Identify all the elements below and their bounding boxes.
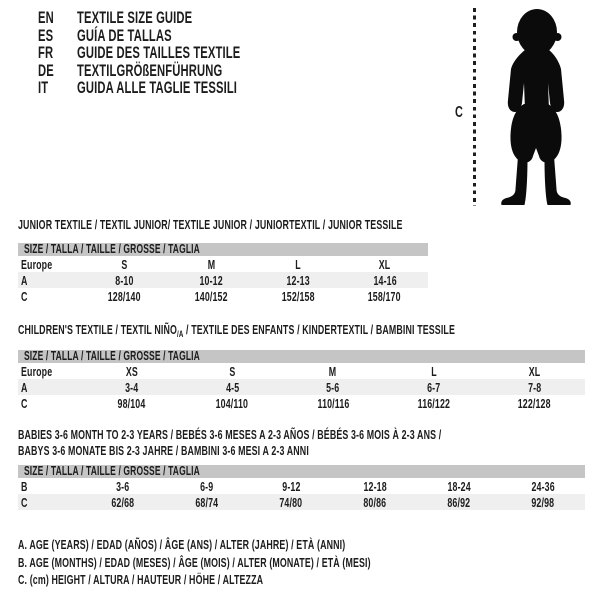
language-title: GUÍA DE TALLAS — [77, 26, 172, 45]
size-value-cell: XS — [125, 363, 138, 379]
row-label: C — [21, 494, 28, 510]
row-label: C — [21, 288, 28, 304]
row-label: Europe — [21, 363, 53, 379]
section-junior-textile — [18, 217, 428, 304]
size-value-cell: 62/68 — [111, 494, 135, 510]
size-value-cell: XL — [378, 256, 391, 272]
size-value-cell: 92/98 — [531, 494, 555, 510]
size-value-cell: 104/110 — [215, 395, 249, 411]
table-row — [18, 478, 585, 494]
size-value-cell: 14-16 — [372, 272, 397, 288]
language-row — [38, 63, 317, 81]
table-row — [18, 272, 428, 288]
size-value-cell: 5-6 — [326, 379, 340, 395]
size-value-cell: 12-18 — [363, 478, 387, 494]
size-table-children — [18, 363, 585, 411]
size-value-cell: 74/80 — [279, 494, 303, 510]
size-value-cell: 140/152 — [194, 288, 228, 304]
size-value-cell: 80/86 — [363, 494, 387, 510]
size-value-cell: 6-7 — [427, 379, 441, 395]
section-children-textile — [18, 322, 585, 411]
size-value-cell: 98/104 — [117, 395, 146, 411]
table-row — [18, 288, 428, 304]
size-table-junior — [18, 256, 428, 304]
footnote-b: B. AGE (MONTHS) / EDAD (MESES) / ÂGE (MOIS) / ALTER (MONATE) / ETÀ (MESI) — [18, 554, 371, 570]
size-value-cell: 18-24 — [447, 478, 471, 494]
section-title: JUNIOR TEXTILE / TEXTIL JUNIOR/ TEXTILE JUNIOR / JUNIORTEXTIL / JUNIOR TESSILE — [18, 217, 403, 232]
size-value-cell: S — [121, 256, 128, 272]
size-value-cell: L — [295, 256, 301, 272]
size-value-cell: 128/140 — [107, 288, 141, 304]
size-value-cell: 8-10 — [115, 272, 134, 288]
table-row — [18, 379, 585, 395]
section-babies-textile — [18, 427, 585, 510]
size-value-cell: 110/116 — [317, 395, 349, 411]
size-header-bar: SIZE / TALLA / TAILLE / GRÖSSE / TAGLIA — [18, 243, 428, 256]
title-subscript: /A — [177, 328, 184, 339]
language-code: FR — [38, 44, 54, 63]
language-code: EN — [38, 9, 54, 28]
size-value-cell: M — [329, 363, 337, 379]
size-value-cell: 24-36 — [531, 478, 555, 494]
size-value-cell: S — [229, 363, 236, 379]
language-code: DE — [38, 61, 54, 80]
size-value-cell: 4-5 — [225, 379, 239, 395]
language-row — [38, 28, 317, 46]
size-header-bar: SIZE / TALLA / TAILLE / GRÖSSE / TAGLIA — [18, 350, 585, 363]
table-row — [18, 363, 585, 379]
language-title: TEXTILE SIZE GUIDE — [77, 9, 193, 28]
size-value-cell: 158/170 — [368, 288, 402, 304]
row-label: B — [21, 478, 28, 494]
table-row — [18, 395, 585, 411]
language-title: TEXTILGRÖßENFÜHRUNG — [77, 61, 223, 80]
size-value-cell: 3-4 — [124, 379, 138, 395]
section-title: BABIES 3-6 MONTH TO 2-3 YEARS / BEBÉS 3-6 MESES A 2-3 AÑOS / BÉBÉS 3-6 MOIS À 2-3 ANS / BABYS 3-6 MONATE BIS 2-3 JAHRE / BAMBINI 3-6 MESI A 2-3 ANNI — [18, 427, 442, 458]
language-code: IT — [38, 79, 49, 98]
height-marker-dotted-line — [473, 8, 476, 206]
language-row — [38, 80, 317, 98]
size-header-bar: SIZE / TALLA / TAILLE / GRÖSSE / TAGLIA — [18, 465, 585, 478]
height-marker-label: C — [455, 104, 464, 121]
section-title: CHILDREN'S TEXTILE / TEXTIL NIÑO/A / TEXTILE DES ENFANTS / KINDERTEXTIL / BAMBINI TESSILE — [18, 322, 455, 339]
size-value-cell: 12-13 — [286, 272, 310, 288]
size-value-cell: 152/158 — [281, 288, 315, 304]
size-value-cell: 3-6 — [116, 478, 130, 494]
size-value-cell: M — [207, 256, 215, 272]
size-value-cell: 68/74 — [195, 494, 219, 510]
row-label: Europe — [21, 256, 53, 272]
row-label: A — [21, 379, 28, 395]
language-row — [38, 10, 317, 28]
size-value-cell: 116/122 — [417, 395, 450, 411]
size-table-babies — [18, 478, 585, 510]
size-value-cell: 86/92 — [447, 494, 471, 510]
table-row — [18, 256, 428, 272]
language-title-list — [38, 10, 317, 98]
size-value-cell: XL — [528, 363, 541, 379]
size-value-cell: 7-8 — [527, 379, 542, 395]
size-value-cell: L — [431, 363, 437, 379]
language-code: ES — [38, 26, 54, 45]
row-label: C — [21, 395, 28, 411]
row-label: A — [21, 272, 28, 288]
size-value-cell: 10-12 — [199, 272, 223, 288]
language-title: GUIDE DES TAILLES TEXTILE — [77, 44, 241, 63]
size-value-cell: 9-12 — [281, 478, 301, 494]
language-row — [38, 45, 317, 63]
table-row — [18, 494, 585, 510]
footnote-a: A. AGE (YEARS) / EDAD (AÑOS) / ÂGE (ANS) / ALTER (JAHRE) / ETÀ (ANNI) — [18, 537, 346, 552]
size-value-cell: 6-9 — [200, 478, 214, 494]
legend-footnotes — [18, 536, 537, 589]
baby-silhouette-icon — [496, 9, 576, 205]
footnote-c: C. (cm) HEIGHT / ALTURA / HAUTEUR / HÖHE / ALTEZZA — [18, 572, 264, 587]
language-title: GUIDA ALLE TAGLIE TESSILI — [77, 79, 238, 98]
size-value-cell: 122/128 — [518, 395, 552, 411]
